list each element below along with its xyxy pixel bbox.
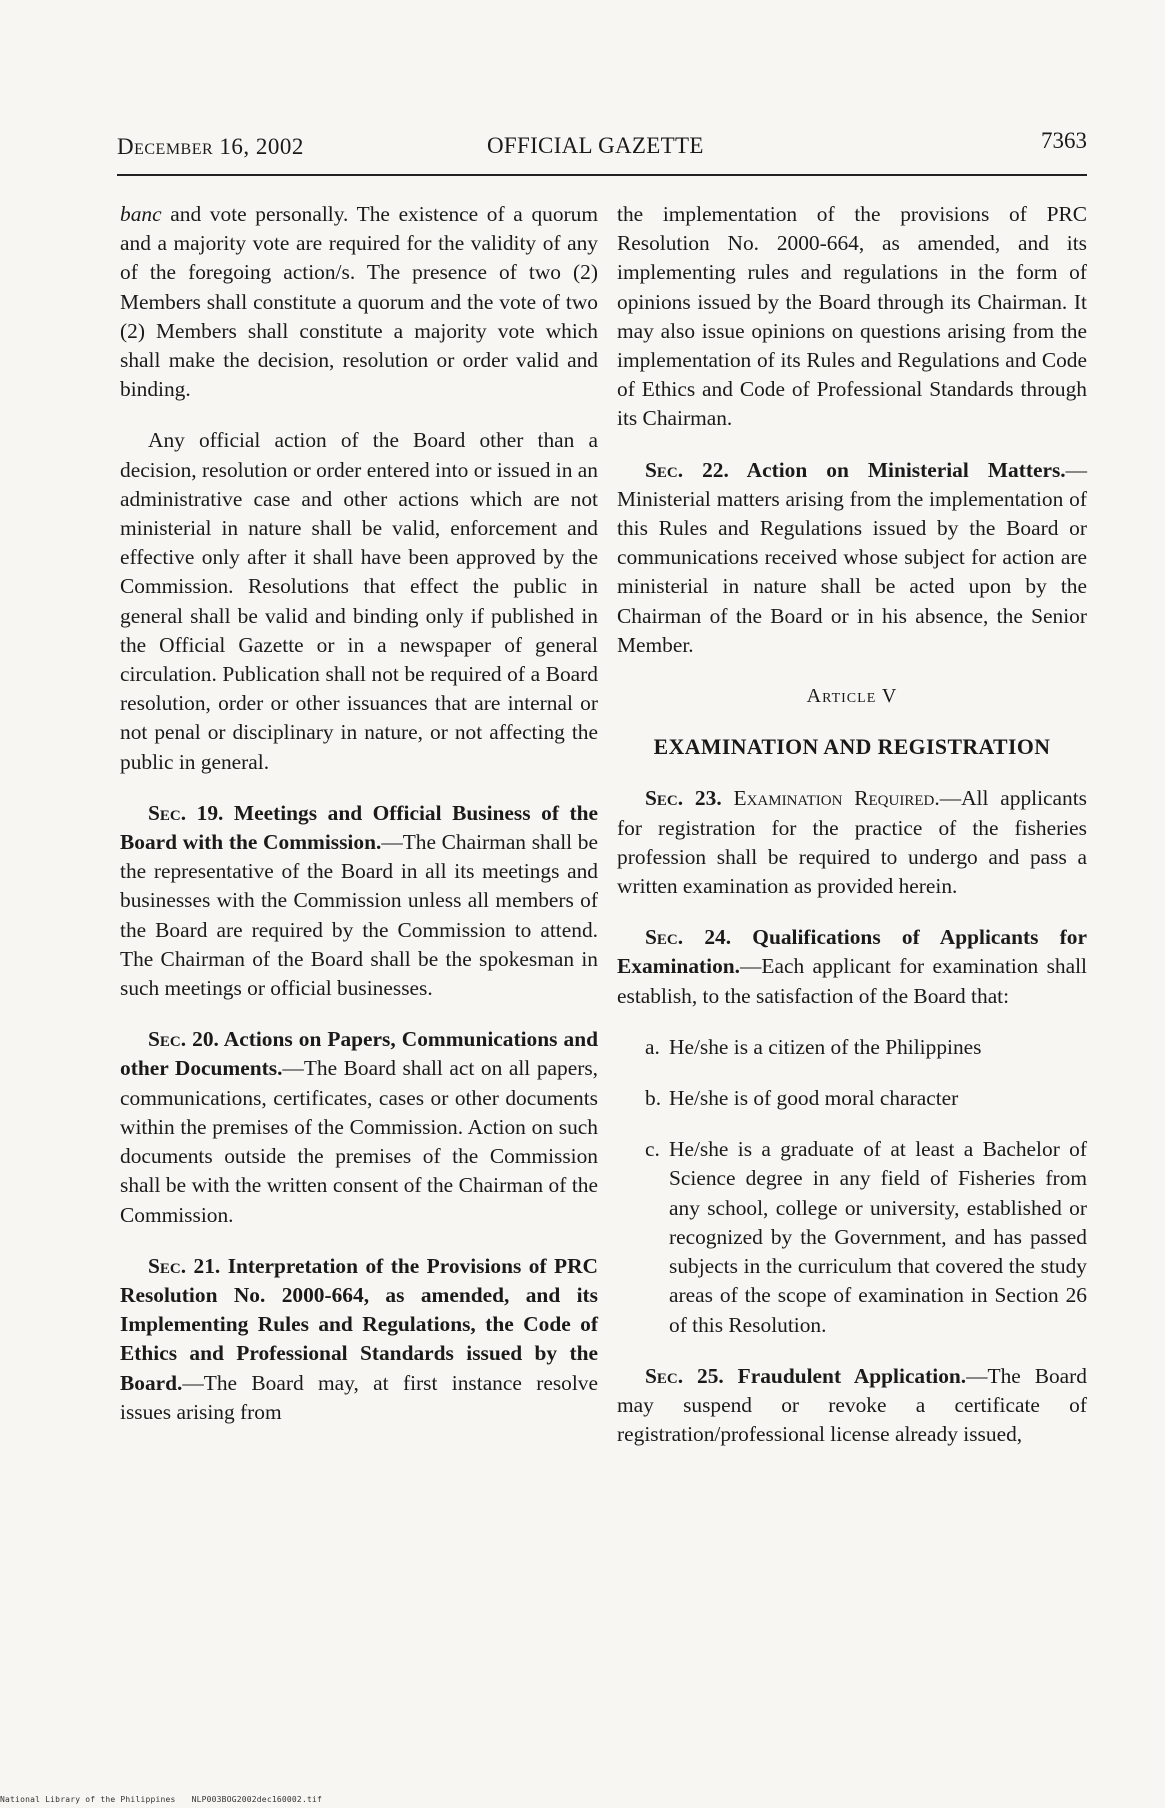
section-label: Sec. 22. bbox=[645, 457, 729, 482]
section-title: Action on Ministerial Matters. bbox=[728, 457, 1066, 482]
section-title: Actions on Papers, Communications and other Documents. bbox=[120, 1027, 599, 1081]
article-title: EXAMINATION AND REGISTRATION bbox=[653, 735, 1051, 760]
section-label: Sec. 25. bbox=[645, 1363, 724, 1388]
section-label: Sec. 21. bbox=[148, 1253, 221, 1278]
list-text: He/she is a citizen of the Philippines bbox=[669, 1034, 982, 1059]
continued-paragraph: the implementation of the provisions of PRC Resolution No. 2000-664, as amended, and its implementing rules and regulations in the form of opinions issued by the Board through its Chairman. It may also issue opinions on questions arising from the implementation of its Rules and Regulations and Code of Ethics and Code of Professional Standards through its Chairman. bbox=[617, 202, 1087, 431]
paragraph-text: and vote personally. The existence of a quorum and a majority vote are required for the validity of any of the foregoing action/s. The presence of two (2) Members shall constitute a quorum and the vote of two (2) Members shall constitute a majority vote which shall make the decision, resolution or order valid and binding. bbox=[120, 202, 598, 402]
list-marker: b. bbox=[645, 1086, 662, 1111]
article-heading: Article V bbox=[806, 685, 898, 708]
qualification-list bbox=[617, 1033, 1087, 1340]
footer-file: NLP003BOG2002dec160002.tif bbox=[191, 1795, 323, 1804]
section-title: Meetings and Official Business of the Board with the Commission. bbox=[120, 800, 598, 855]
header-title: OFFICIAL GAZETTE bbox=[487, 133, 704, 158]
list-marker: a. bbox=[645, 1034, 660, 1059]
list-text: He/she is of good moral character bbox=[669, 1086, 959, 1111]
section-body: —The Board may suspend or revoke a certificate of registration/professional license already issued, bbox=[617, 1363, 1087, 1447]
header-date: December 16, 2002 bbox=[117, 134, 304, 159]
section-label: Sec. 23. bbox=[645, 786, 722, 811]
section-label: Sec. 19. bbox=[148, 800, 224, 825]
section-19 bbox=[120, 799, 598, 1003]
section-20 bbox=[120, 1025, 598, 1229]
section-title: Examination Required. bbox=[721, 786, 940, 811]
paragraph-board-action: Any official action of the Board other than a decision, resolution or order entered into or issued in an administrative case and other actions which are not ministerial in nature shall be valid, enforcement and effective only after it shall have been approved by the Commission. Resolutions that effect the public in general shall be valid and binding only if published in the Official Gazette or in a newspaper of general circulation. Publication shall not be required of a Board resolution, order or other issuances that are internal or not penal or disciplinary in nature, or not affecting the public in general. bbox=[120, 428, 598, 774]
section-body: —The Board may, at first instance resolve issues arising from bbox=[120, 1370, 598, 1424]
section-body: —All applicants for registration for the practice of the fisheries profession shall be required to undergo and pass a written examination as provided herein. bbox=[617, 786, 1087, 899]
list-marker: c. bbox=[645, 1137, 660, 1162]
section-title: Qualifications of Applicants for Examination. bbox=[617, 925, 1087, 979]
section-23 bbox=[617, 784, 1087, 901]
italic-word: banc bbox=[120, 202, 162, 226]
header-rule bbox=[117, 174, 1087, 176]
section-22 bbox=[617, 456, 1087, 660]
list-item bbox=[617, 1033, 1087, 1062]
section-label: Sec. 24. bbox=[645, 925, 732, 950]
section-body: —Each applicant for examination shall establish, to the satisfaction of the Board that: bbox=[617, 954, 1087, 1008]
list-item bbox=[617, 1135, 1087, 1339]
section-24 bbox=[617, 923, 1087, 1011]
continued-paragraph bbox=[120, 200, 598, 404]
section-21 bbox=[120, 1252, 598, 1427]
left-column bbox=[120, 200, 598, 1449]
section-title: Interpretation of the Provisions of PRC Resolution No. 2000-664, as amended, and its Implementing Rules and Regulations, the Code of Ethics and Professional Standards issued by the Board. bbox=[120, 1253, 598, 1395]
section-title: Fraudulent Application. bbox=[723, 1363, 967, 1388]
section-25 bbox=[617, 1362, 1087, 1450]
right-column bbox=[617, 200, 1087, 1471]
scan-footer bbox=[0, 1795, 322, 1804]
footer-library: National Library of the Philippines bbox=[0, 1795, 176, 1804]
section-label: Sec. 20. bbox=[148, 1027, 219, 1052]
list-item bbox=[617, 1084, 1087, 1113]
section-body: —Ministerial matters arising from the implementation of this Rules and Regulations issued by the Board or communications received whose subject for action are ministerial in nature shall be acted upon by the Chairman of the Board or in his absence, the Senior Member. bbox=[617, 457, 1088, 657]
section-body: —The Board shall act on all papers, communications, certificates, cases or other documents within the premises of the Commission. Action on such documents outside the premises of the Commission shall be with the written consent of the Chairman of the Commission. bbox=[120, 1056, 598, 1227]
list-text: He/she is a graduate of at least a Bachelor of Science degree in any field of Fisheries from any school, college or university, established or recognized by the Government, and has passed subjects in the curriculum that covered the study areas of the scope of examination in Section 26 of this Resolution. bbox=[669, 1137, 1087, 1337]
section-body: —The Chairman shall be the representative of the Board in all its meetings and businesses with the Commission unless all members of the Board are required by the Commission to attend. The Chairman of the Board shall be the spokesman in such meetings or official businesses. bbox=[120, 830, 598, 1001]
page-header bbox=[117, 128, 1087, 162]
page-number: 7363 bbox=[1041, 128, 1087, 153]
